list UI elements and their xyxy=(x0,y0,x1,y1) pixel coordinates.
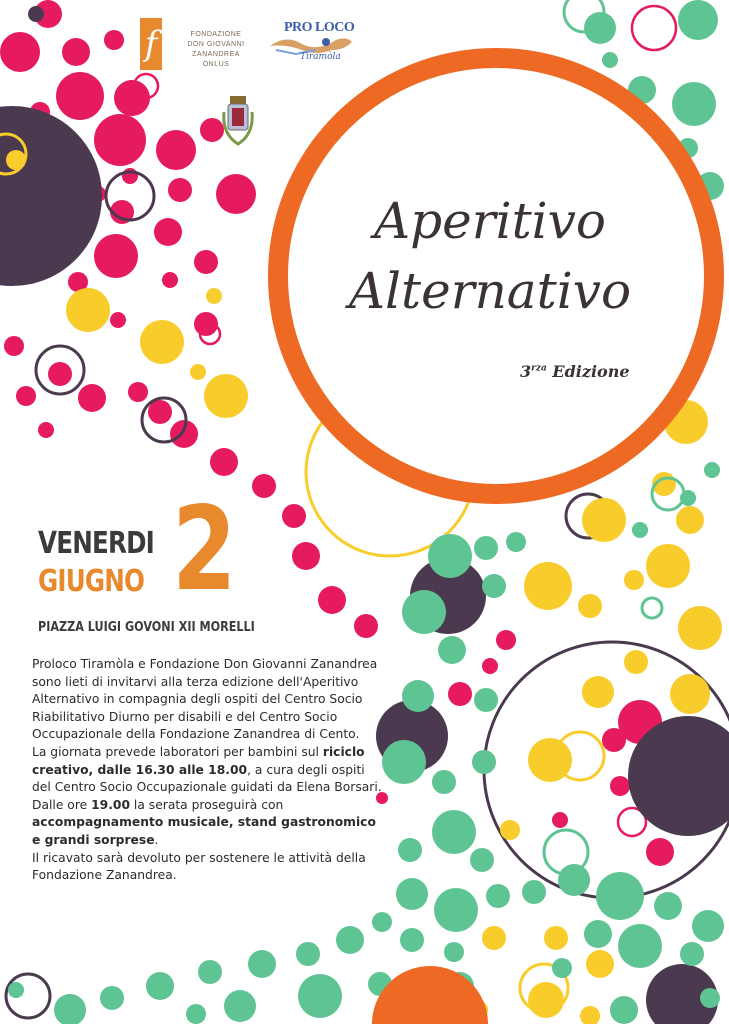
description-paragraph-4: Il ricavato sarà devoluto per sostenere le attività della Fondazione Zanandrea. xyxy=(32,850,366,883)
p3-text-c: la serata proseguirà con xyxy=(130,797,284,812)
edition-suffix: rza xyxy=(531,363,547,374)
proloco-logo xyxy=(266,20,356,70)
title-line-2: Alternativo xyxy=(348,262,632,320)
p3-text-e: . xyxy=(154,832,159,847)
p2-text-a: La giornata prevede laboratori per bambini sul xyxy=(32,744,323,759)
proloco-subtitle: Tiramòla xyxy=(300,52,341,62)
event-title xyxy=(290,186,690,326)
description-paragraph-3 xyxy=(32,797,382,850)
proloco-name: PRO LOCO xyxy=(284,20,355,35)
edition-label xyxy=(520,362,630,381)
day-number: 2 xyxy=(172,482,237,617)
fondazione-line-3: ONLUS xyxy=(202,61,230,68)
event-description xyxy=(32,656,382,885)
fondazione-line-2: DON GIOVANNI ZANANDREA xyxy=(187,41,245,58)
fondazione-logo: f xyxy=(140,18,162,70)
venue-label: PIAZZA LUIGI GOVONI XII MORELLI xyxy=(38,620,255,635)
p3-text-a: Dalle ore xyxy=(32,797,92,812)
month-label: GIUGNO xyxy=(38,564,145,599)
p2-bold: riciclo creativo, dalle 16.30 alle 18.00 xyxy=(32,744,365,777)
edition-word: Edizione xyxy=(546,362,630,381)
p3-bold: accompagnamento musicale, stand gastronomico e grandi sorprese xyxy=(32,815,376,847)
edition-number: 3 xyxy=(520,362,532,381)
p3-time: 19.00 xyxy=(91,797,131,812)
orange-dot-cluster xyxy=(372,966,488,1024)
fondazione-line-1: FONDAZIONE xyxy=(190,31,242,38)
p2-text-c: , a cura degli ospiti del Centro Socio Occupazionale guidati da Elena Borsari. xyxy=(32,762,382,795)
fondazione-logo-text xyxy=(166,30,266,70)
description-paragraph-2 xyxy=(32,744,382,797)
weekday-label: VENERDI xyxy=(38,526,155,561)
title-line-1: Aperitivo xyxy=(373,192,607,250)
town-crest-icon xyxy=(220,94,256,150)
description-paragraph-1: Proloco Tiramòla e Fondazione Don Giovanni Zanandrea sono lieti di invitarvi alla terza edizione dell'Aperitivo Alternativo in compagnia degli ospiti del Centro Socio Riabilitativo Diurno per disabili e del Centro Socio Occupazionale della Fondazione Zanandrea di Cento. xyxy=(32,657,378,742)
